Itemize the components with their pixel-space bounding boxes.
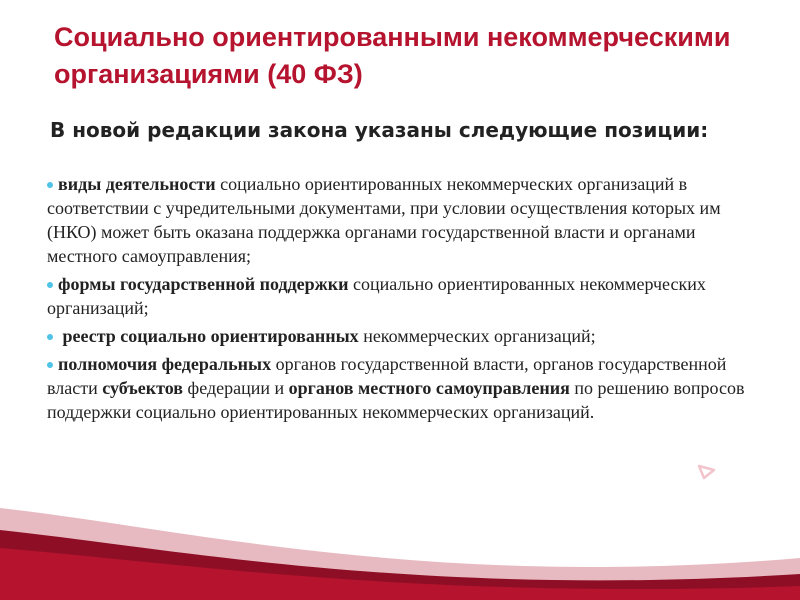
bullet-bold-text: органов местного самоуправления xyxy=(288,378,570,398)
bullet-item xyxy=(47,324,747,348)
circle-bullet-icon xyxy=(47,282,53,288)
bullet-item xyxy=(47,352,747,424)
slide-subheading: В новой редакции закона указаны следующие позиции: xyxy=(50,118,709,142)
bullet-list xyxy=(47,172,747,428)
bullet-text: социально ориентированных некоммерческих организаций; xyxy=(47,274,706,318)
bullet-text: органов государственной власти, органов государственной власти xyxy=(47,354,727,398)
bullet-bold-text: полномочия федеральных xyxy=(58,354,272,374)
circle-bullet-icon xyxy=(47,334,53,340)
bullet-item xyxy=(47,272,747,320)
bullet-text: по решению вопросов поддержки социально ориентированных некоммерческих организаций. xyxy=(47,378,745,422)
decorative-wave xyxy=(0,498,800,600)
circle-bullet-icon xyxy=(47,182,53,188)
bullet-bold-text: субъектов xyxy=(102,378,184,398)
bullet-bold-text: формы государственной поддержки xyxy=(58,274,349,294)
circle-bullet-icon xyxy=(47,362,53,368)
bullet-item xyxy=(47,172,747,268)
bullet-text: некоммерческих организаций; xyxy=(358,326,596,346)
bullet-text: социально ориентированных некоммерческих организаций в соответствии с учредительными документами, при условии осуществления которых им (НКО) может быть оказана поддержка органами государственной власти и органами местного самоуправления; xyxy=(47,174,721,266)
bullet-bold-text: реестр социально ориентированных xyxy=(58,326,359,346)
next-slide-arrow-icon[interactable] xyxy=(697,463,717,481)
bullet-text: федерации и xyxy=(183,378,289,398)
bullet-bold-text: виды деятельности xyxy=(58,174,216,194)
slide-title: Социально ориентированными некоммерческими организациями (40 ФЗ) xyxy=(54,22,731,89)
